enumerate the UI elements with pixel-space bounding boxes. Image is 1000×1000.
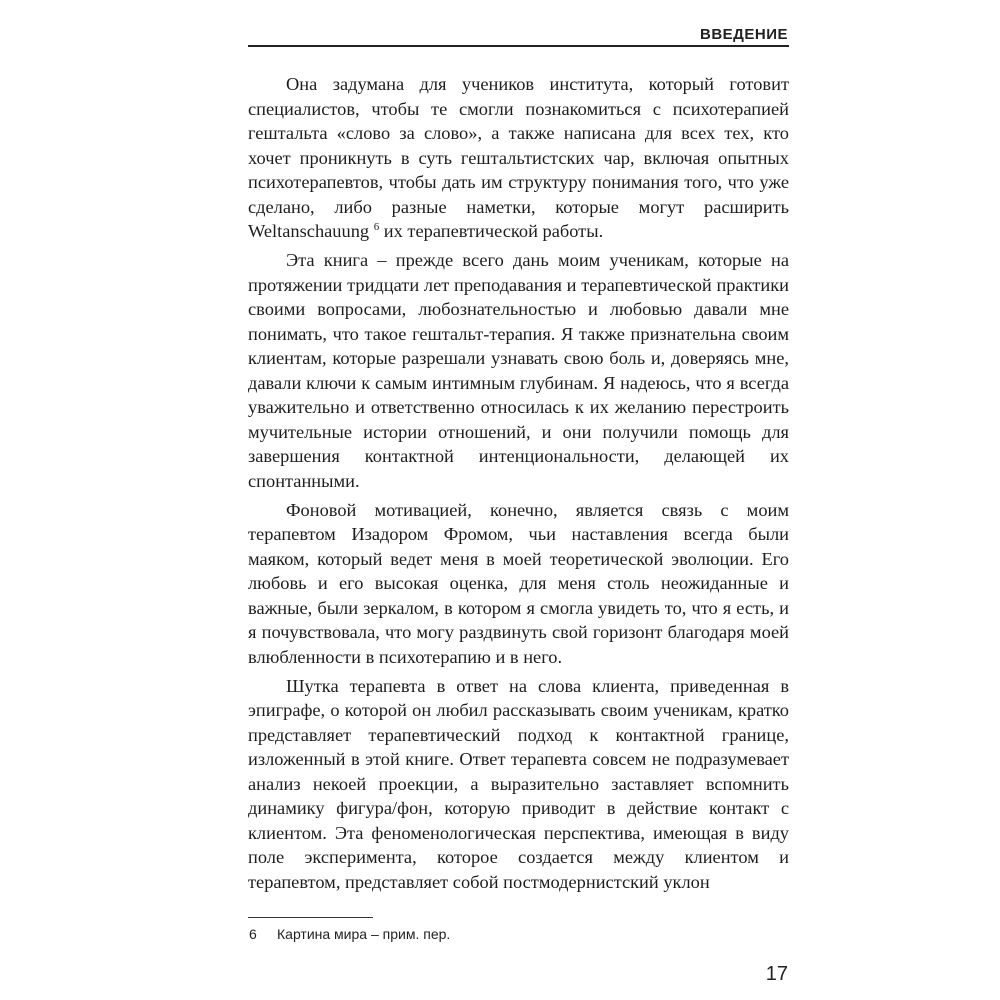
- paragraph-1-end: их терапевтической работы.: [379, 221, 604, 241]
- header-rule: [248, 45, 789, 47]
- paragraph-1: [248, 72, 789, 244]
- paragraph-1-text: Она задумана для учеников института, который готовит специалистов, чтобы те смогли познакомиться с психотерапией гештальта «слово за слово», а также написана для всех тех, кто хочет проникнуть в суть гештальтистских чар, включая опытных психотерапевтов, чтобы дать им структуру понимания того, что уже сделано, либо разные наметки, которые могут расширить Weltanschauung: [248, 74, 789, 241]
- page-number: 17: [765, 963, 788, 985]
- footnote-rule: [248, 917, 373, 918]
- footnote-text: Картина мира – прим. пер.: [277, 926, 451, 942]
- paragraph-3: Фоновой мотивацией, конечно, является связь с моим терапевтом Изадором Фромом, чьи наставления всегда были маяком, который ведет меня в моей теоретической эволюции. Его любовь и его высокая оценка, для меня столь неожиданные и важные, были зеркалом, в котором я смогла увидеть то, что я есть, и я почувствовала, что могу раздвинуть свой горизонт благодаря моей влюбленности в психотерапию и в него.: [248, 499, 789, 667]
- main-text: [248, 72, 789, 899]
- footnote: [249, 926, 450, 942]
- footnote-number: 6: [249, 926, 257, 942]
- footnote-reference[interactable]: 6: [373, 220, 380, 233]
- running-header: ВВЕДЕНИЕ: [700, 26, 788, 43]
- paragraph-4: Шутка терапевта в ответ на слова клиента, приведенная в эпиграфе, о которой он любил рассказывать своим ученикам, кратко представляет терапевтический подход к контактной границе, изложенный в этой книге. Ответ терапевта совсем не подразумевает анализ некоей проекции, а выразительно заставляет вспомнить динамику фигура/фон, которую приводит в действие контакт с клиентом. Эта феноменологическая перспектива, имеющая в виду поле эксперимента, которое создается между клиентом и терапевтом, представляет собой постмодернистский уклон: [248, 675, 789, 892]
- paragraph-2: Эта книга – прежде всего дань моим ученикам, которые на протяжении тридцати лет преподавания и терапевтической практики своими вопросами, любознательностью и любовью давали мне понимать, что такое гештальт-терапия. Я также признательна своим клиентам, которые разрешали узнавать свою боль и, доверяясь мне, давали ключи к самым интимным глубинам. Я надеюсь, что я всегда уважительно и ответственно относилась к их желанию перестроить мучительные истории отношений, и они получили помощь для завершения контактной интенциональности, делающей их спонтанными.: [248, 250, 789, 491]
